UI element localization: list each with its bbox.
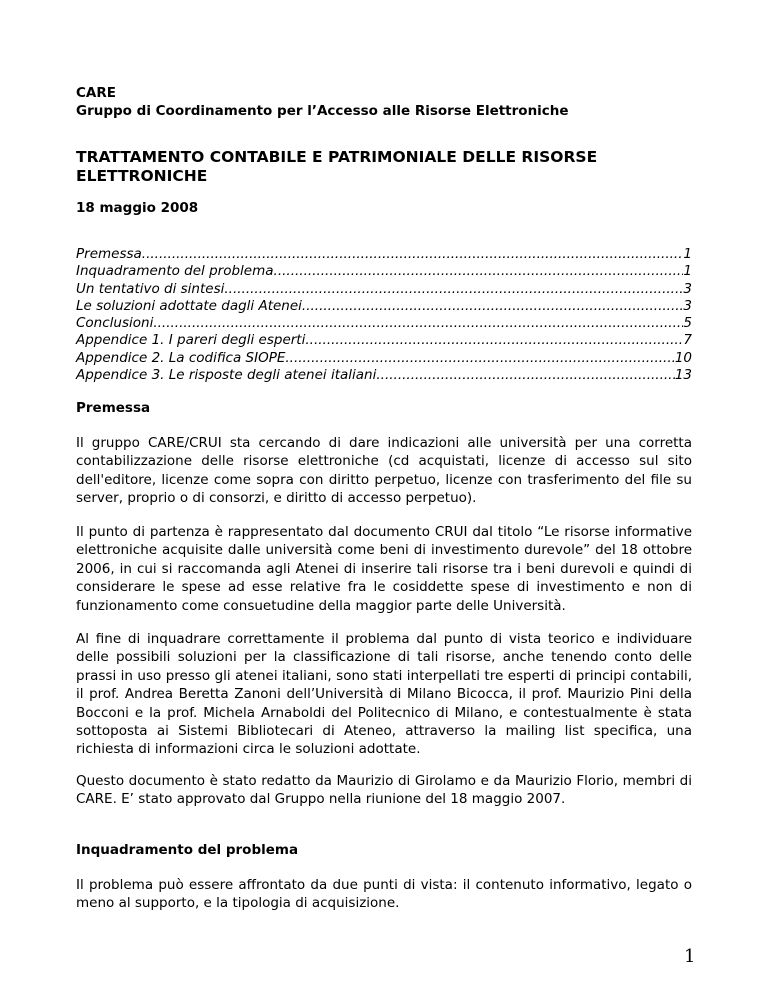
section-heading-inquadramento: Inquadramento del problema: [76, 842, 299, 858]
toc-entry-label: Le soluzioni adottate dagli Atenei: [76, 297, 302, 314]
toc-entry-page: 3: [683, 297, 692, 314]
toc-entry-label: Appendice 1. I pareri degli esperti: [76, 332, 306, 349]
paragraph: Il problema può essere affrontato da due punti di vista: il contenuto informativo, legato o meno al supporto, e la tipologia di acquisizione.: [76, 877, 692, 912]
toc-entry-label: Appendice 2. La codifica SIOPE: [76, 349, 286, 366]
toc-entry-page: 3: [683, 280, 692, 297]
toc-entry-page: 13: [674, 367, 692, 384]
toc-entry-label: Premessa: [76, 246, 142, 262]
toc-entry-page: 7: [683, 332, 692, 349]
paragraph: Il gruppo CARE/CRUI sta cercando di dare indicazioni alle università per una corretta contabilizzazione delle risorse elettroniche (cd acquistati, licenze di accesso sul sito dell'editore, licenze come sopra con diritto perpetuo, licenze con trasferimento del file su server, proprio o di consorzi, e diritto di accesso perpetuo).: [76, 435, 692, 507]
toc-entry-appendice-2[interactable]: [76, 350, 692, 367]
toc-entry-premessa[interactable]: [76, 246, 692, 263]
paragraph: Il punto di partenza è rappresentato dal documento CRUI dal titolo “Le risorse informative elettroniche acquisite dalle università come beni di investimento durevole” del 18 ottobre 2006, in cui si raccomanda agli Atenei di inserire tali risorse tra i beni durevoli e quindi di considerare le spese ad esse relative fra le cosiddette spese di investimento e non di funzionamento come consuetudine della maggior parte delle Università.: [76, 524, 692, 614]
table-of-contents: [76, 246, 692, 384]
toc-leader: [376, 367, 674, 384]
organization-acronym: CARE: [76, 85, 116, 101]
paragraph: Al fine di inquadrare correttamente il problema dal punto di vista teorico e individuare delle possibili soluzioni per la classificazione di tali risorse, anche tenendo conto delle prassi in uso presso gli atenei italiani, sono stati interpellati tre esperti di principi contabili, il prof. Andrea Beretta Zanoni dell’Università di Milano Bicocca, il prof. Maurizio Pini della Bocconi e la prof. Michela Arnaboldi del Politecnico di Milano, e contestualmente è stata sottoposta ai Sistemi Bibliotecari di Ateneo, attraverso la mailing list specifica, una richiesta di informazioni circa le soluzioni adottate.: [76, 631, 692, 758]
toc-entry-label: Un tentativo di sintesi: [76, 280, 225, 297]
toc-leader: [224, 281, 683, 298]
toc-leader: [274, 263, 684, 280]
organization-name: Gruppo di Coordinamento per l’Accesso alle Risorse Elettroniche: [76, 103, 569, 119]
toc-entry-page: 10: [674, 349, 692, 366]
toc-entry-appendice-3[interactable]: [76, 367, 692, 384]
toc-entry-label: Conclusioni: [76, 315, 154, 332]
toc-leader: [153, 315, 683, 332]
toc-leader: [285, 350, 674, 367]
toc-entry-page: 1: [683, 263, 692, 280]
toc-entry-page: 5: [683, 315, 692, 332]
toc-entry-conclusioni[interactable]: [76, 315, 692, 332]
toc-entry-page: 1: [683, 246, 692, 262]
section-heading-premessa: Premessa: [76, 400, 151, 416]
toc-leader: [305, 332, 683, 349]
document-title: TRATTAMENTO CONTABILE E PATRIMONIALE DELLE RISORSE ELETTRONICHE: [76, 148, 598, 185]
toc-leader: [142, 246, 684, 263]
toc-entry-sintesi[interactable]: [76, 281, 692, 298]
page-number: 1: [684, 946, 696, 967]
toc-entry-soluzioni[interactable]: [76, 298, 692, 315]
paragraph: Questo documento è stato redatto da Maurizio di Girolamo e da Maurizio Florio, membri di CARE. E’ stato approvato dal Gruppo nella riunione del 18 maggio 2007.: [76, 773, 692, 808]
toc-entry-label: Appendice 3. Le risposte degli atenei italiani: [76, 367, 377, 384]
toc-entry-appendice-1[interactable]: [76, 332, 692, 349]
toc-leader: [302, 298, 683, 315]
organization-header: [76, 84, 569, 120]
document-date: 18 maggio 2008: [76, 200, 199, 216]
toc-entry-label: Inquadramento del problema: [76, 263, 274, 280]
toc-entry-inquadramento[interactable]: [76, 263, 692, 280]
